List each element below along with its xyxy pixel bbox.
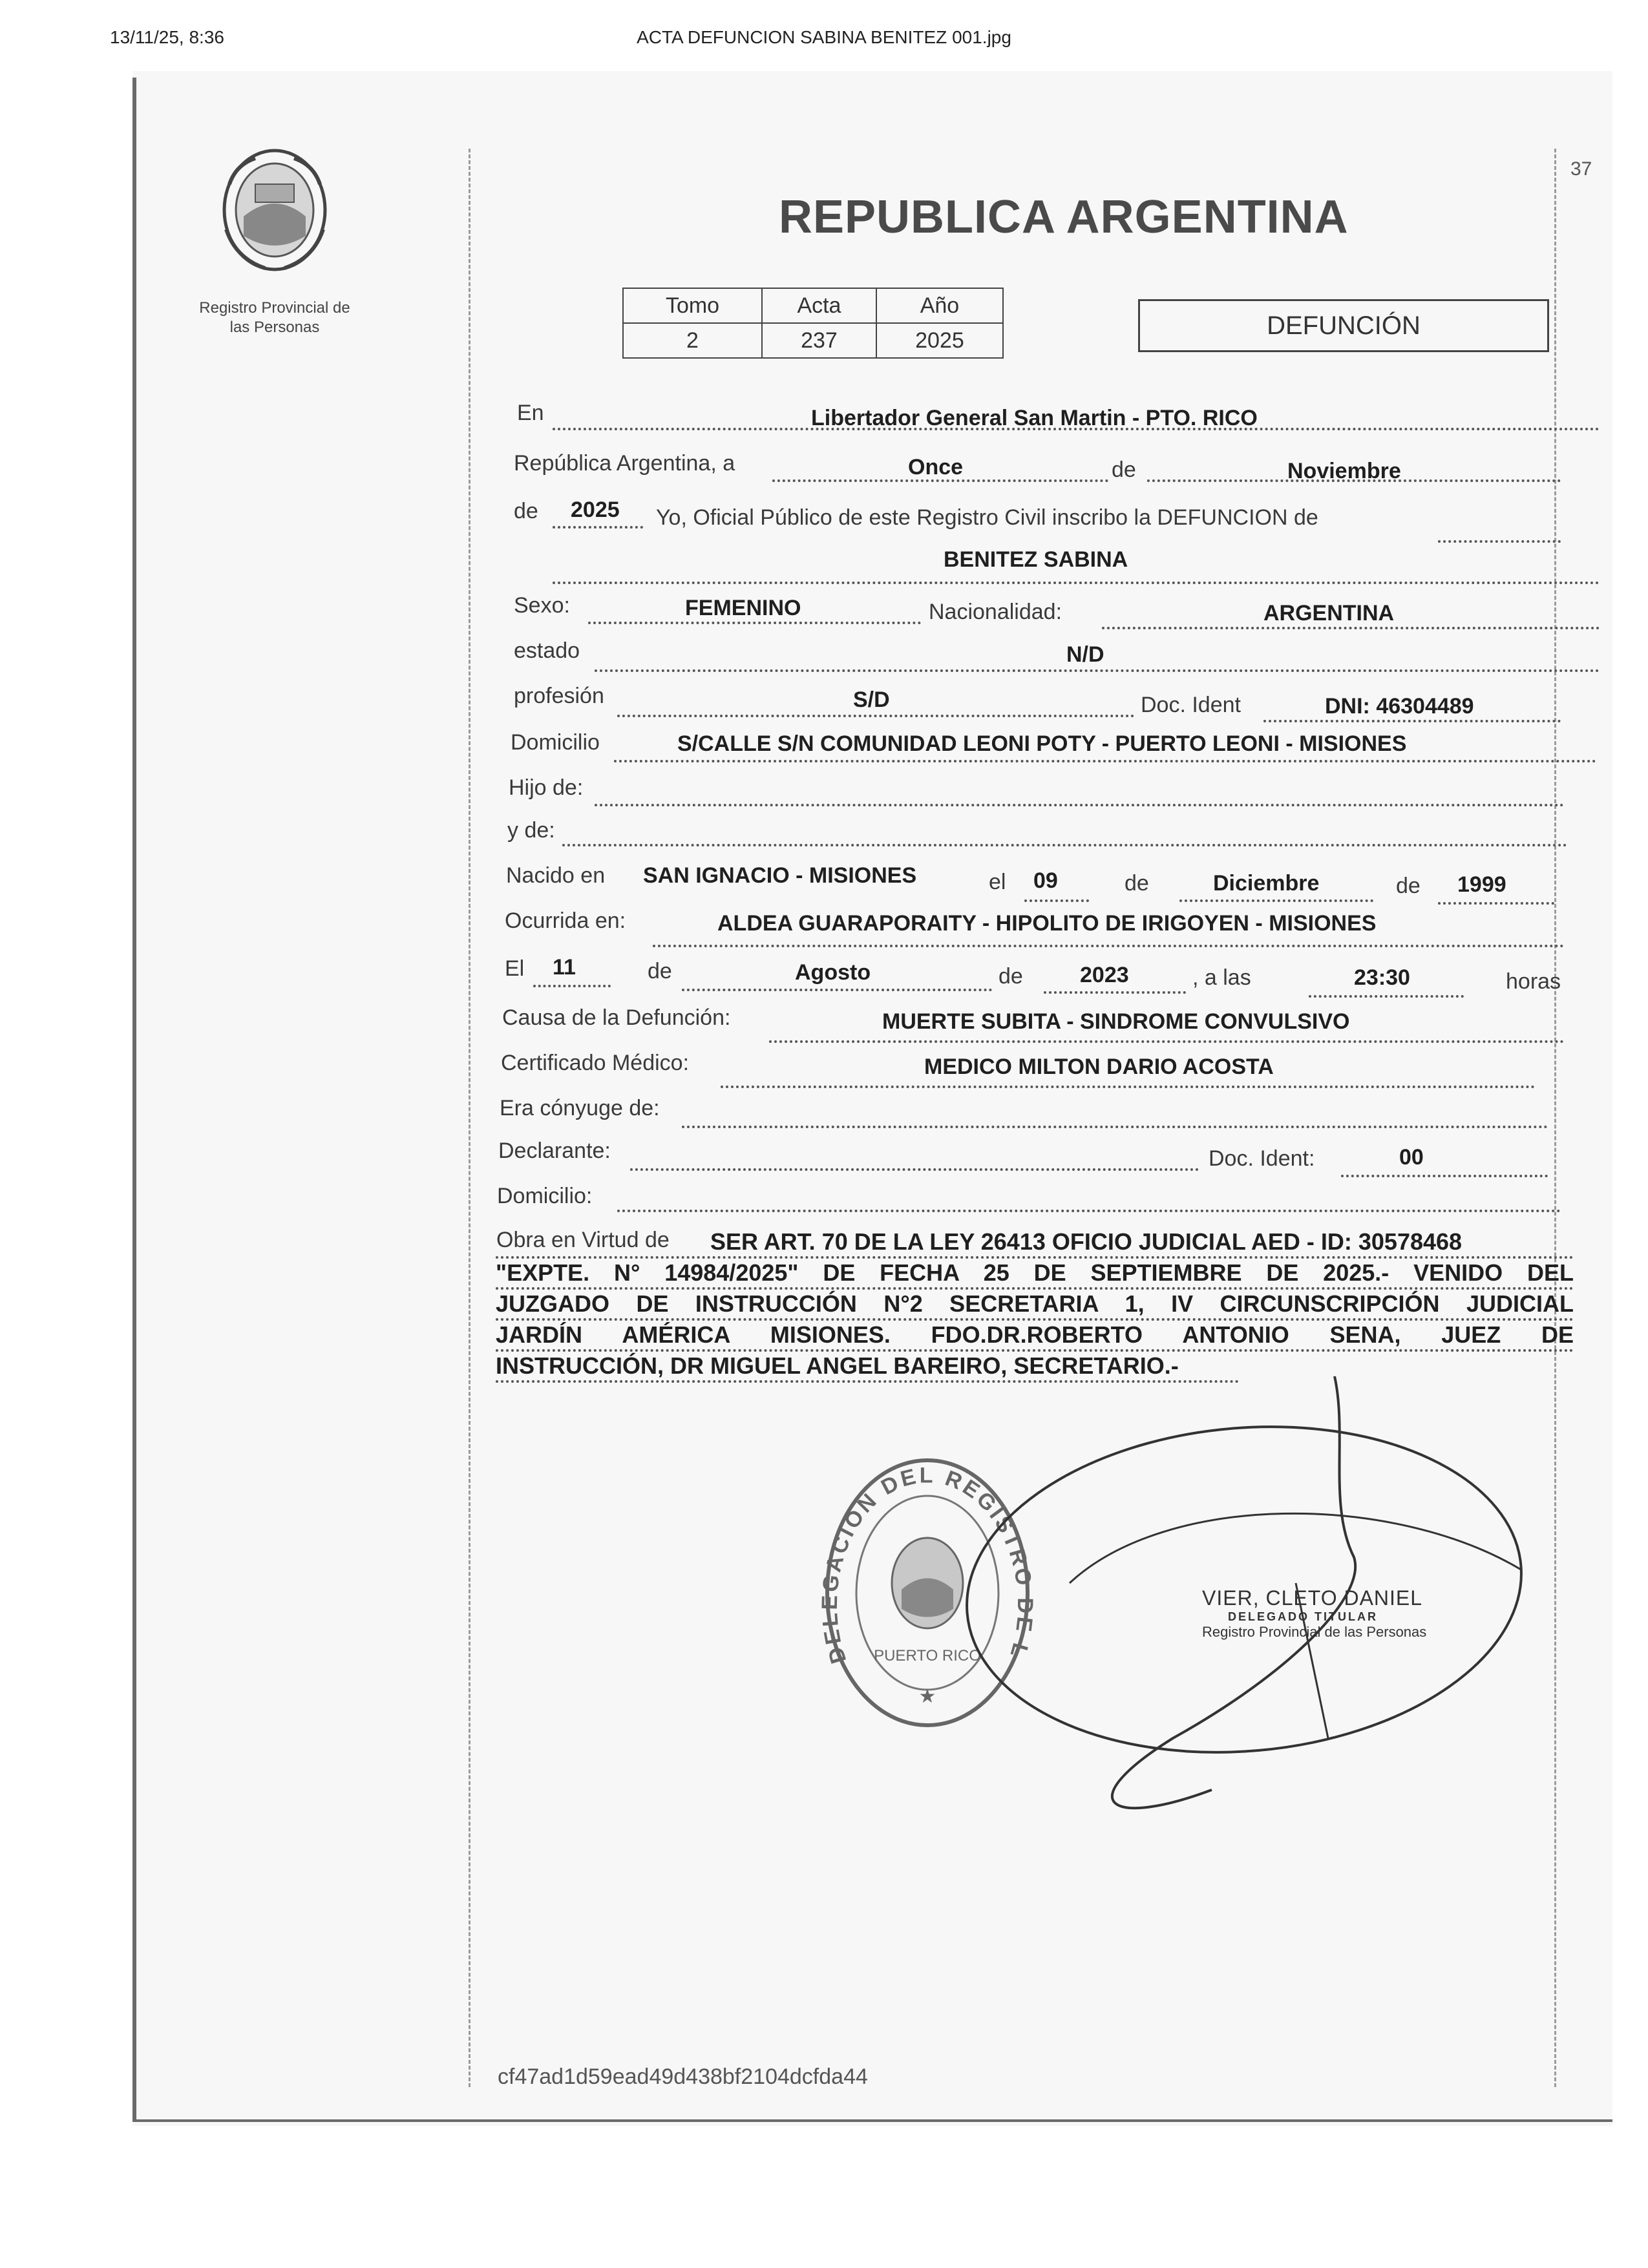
svg-text:★: ★ [918, 1686, 936, 1707]
page-title: REPUBLICA ARGENTINA [779, 191, 1349, 243]
signer-title: DELEGADO TITULAR [1228, 1610, 1378, 1623]
birth-month: Diciembre [1213, 871, 1320, 896]
registry-name: Registro Provincial de las Personas [199, 299, 350, 336]
de-label: de [1396, 874, 1421, 898]
obra-line: SER ART. 70 DE LA LEY 26413 OFICIO JUDICIAL AED - ID: 30578468 [496, 1228, 1574, 1259]
de-label: de [1125, 871, 1149, 896]
estado-label: estado [514, 638, 580, 663]
yde-label: y de: [507, 818, 555, 843]
document-hash: cf47ad1d59ead49d438bf2104dcfda44 [498, 2064, 868, 2089]
profesion-value: S/D [853, 688, 890, 712]
death-day: 11 [553, 955, 576, 980]
dotted-line [769, 1040, 1564, 1043]
dotted-line [595, 804, 1564, 806]
dotted-line [1179, 899, 1373, 902]
cert-value: MEDICO MILTON DARIO ACOSTA [924, 1055, 1274, 1079]
sexo-label: Sexo: [514, 593, 570, 618]
en-label: En [517, 401, 544, 425]
dotted-line [1102, 627, 1600, 629]
dotted-line [1044, 991, 1186, 994]
dotted-line [553, 582, 1600, 584]
scanned-certificate [132, 71, 1612, 2126]
table-header: Tomo [623, 288, 762, 323]
form-left-border [469, 149, 470, 2087]
dotted-line [1024, 899, 1089, 902]
obra-line [496, 1259, 1574, 1290]
print-timestamp: 13/11/25, 8:36 [110, 27, 224, 47]
table-cell: 2 [623, 323, 762, 358]
obra-line-text: "EXPTE. N° 14984/2025" DE FECHA 25 DE SEPTIEMBRE DE 2025.- VENIDO DEL [496, 1259, 1574, 1286]
signer-office: Registro Provincial de las Personas [1202, 1624, 1427, 1640]
deceased-name: BENITEZ SABINA [944, 547, 1128, 572]
table-header: Acta [762, 288, 876, 323]
table-cell: 2025 [876, 323, 1003, 358]
domicilio2-label: Domicilio: [497, 1184, 593, 1208]
el2-label: El [505, 956, 525, 981]
declarante-label: Declarante: [498, 1139, 611, 1163]
domicilio-label: Domicilio [511, 730, 600, 755]
dotted-line [533, 985, 611, 987]
profesion-label: profesión [514, 684, 604, 708]
obra-label: Obra en Virtud de [496, 1228, 670, 1252]
ocurrida-label: Ocurrida en: [505, 908, 626, 933]
birth-day: 09 [1033, 868, 1058, 893]
table-header: Año [876, 288, 1003, 323]
de-label: de [514, 499, 538, 523]
dotted-line [595, 669, 1600, 672]
scan-left-edge [132, 78, 136, 2119]
nacido-value: SAN IGNACIO - MISIONES [643, 863, 917, 888]
dotted-line [614, 760, 1596, 762]
dotted-line [1438, 902, 1554, 905]
place-value: Libertador General San Martin - PTO. RICO [811, 406, 1258, 430]
estado-value: N/D [1066, 642, 1104, 667]
day-words: Once [908, 455, 964, 479]
dotted-line [588, 622, 921, 624]
yo-text: Yo, Oficial Público de este Registro Civil inscribo la DEFUNCION de [656, 505, 1318, 530]
dotted-line [721, 1086, 1535, 1088]
dotted-line [1438, 540, 1561, 543]
scan-bottom-edge [132, 2119, 1612, 2122]
nacionalidad-value: ARGENTINA [1263, 601, 1395, 625]
alas-label: , a las [1192, 965, 1251, 990]
death-month: Agosto [795, 960, 871, 985]
doc2-value: 00 [1399, 1145, 1424, 1170]
de-label: de [648, 959, 672, 983]
hijo-label: Hijo de: [509, 775, 584, 800]
doc-value: DNI: 46304489 [1325, 694, 1474, 719]
province-seal-icon [210, 145, 339, 275]
dotted-line [553, 526, 643, 529]
nacionalidad-label: Nacionalidad: [929, 600, 1062, 624]
dotted-line [630, 1168, 1199, 1171]
domicilio-value: S/CALLE S/N COMUNIDAD LEONI POTY - PUERTO LEONI - MISIONES [677, 731, 1407, 756]
obra-line: JARDÍN AMÉRICA MISIONES. FDO.DR.ROBERTO ANTONIO SENA, JUEZ DE [496, 1321, 1574, 1352]
stamp-center-text: PUERTO RICO [874, 1647, 981, 1664]
causa-value: MUERTE SUBITA - SINDROME CONVULSIVO [882, 1009, 1350, 1034]
dotted-line [1309, 995, 1464, 998]
death-year: 2023 [1080, 963, 1129, 987]
signer-block [1202, 1586, 1474, 1641]
nacido-label: Nacido en [506, 863, 606, 888]
death-time: 23:30 [1354, 965, 1410, 990]
month-value: Noviembre [1287, 459, 1401, 483]
de-label: de [1112, 457, 1136, 482]
dotted-line [1341, 1175, 1548, 1177]
causa-label: Causa de la Defunción: [502, 1005, 731, 1030]
dotted-line [617, 715, 1134, 717]
de-label: de [998, 964, 1023, 989]
conyuge-label: Era cónyuge de: [500, 1096, 660, 1120]
doc2-label: Doc. Ident: [1209, 1146, 1315, 1171]
obra-line: JUZGADO DE INSTRUCCIÓN N°2 SECRETARIA 1, IV CIRCUNSCRIPCIÓN JUDICIAL [496, 1290, 1574, 1321]
birth-year: 1999 [1457, 872, 1506, 897]
sexo-value: FEMENINO [685, 596, 801, 620]
doc-type-box: DEFUNCIÓN [1138, 299, 1549, 352]
stamp-round-text: DE ACION DEL REGISTRO L [821, 1463, 1034, 1666]
page-number: 37 [1570, 158, 1592, 180]
dotted-line [682, 1126, 1548, 1128]
year-value: 2025 [571, 498, 620, 522]
doc-label: Doc. Ident [1141, 693, 1241, 717]
obra-line: INSTRUCCIÓN, DR MIGUEL ANGEL BAREIRO, SECRETARIO.- [496, 1352, 1239, 1383]
ocurrida-value: ALDEA GUARAPORAITY - HIPOLITO DE IRIGOYEN - MISIONES [717, 911, 1377, 936]
dotted-line [653, 945, 1564, 947]
signer-name: VIER, CLETO DANIEL [1202, 1586, 1423, 1610]
dotted-line [562, 844, 1567, 846]
dotted-line [617, 1210, 1561, 1212]
dotted-line [1263, 720, 1561, 722]
horas-label: horas [1506, 969, 1561, 994]
table-cell: 237 [762, 323, 876, 358]
cert-label: Certificado Médico: [501, 1051, 690, 1075]
republica-label: República Argentina, a [514, 451, 735, 476]
record-table [622, 288, 1004, 359]
print-filename: ACTA DEFUNCION SABINA BENITEZ 001.jpg [637, 27, 1011, 47]
el-label: el [989, 870, 1006, 894]
dotted-line [682, 989, 992, 991]
